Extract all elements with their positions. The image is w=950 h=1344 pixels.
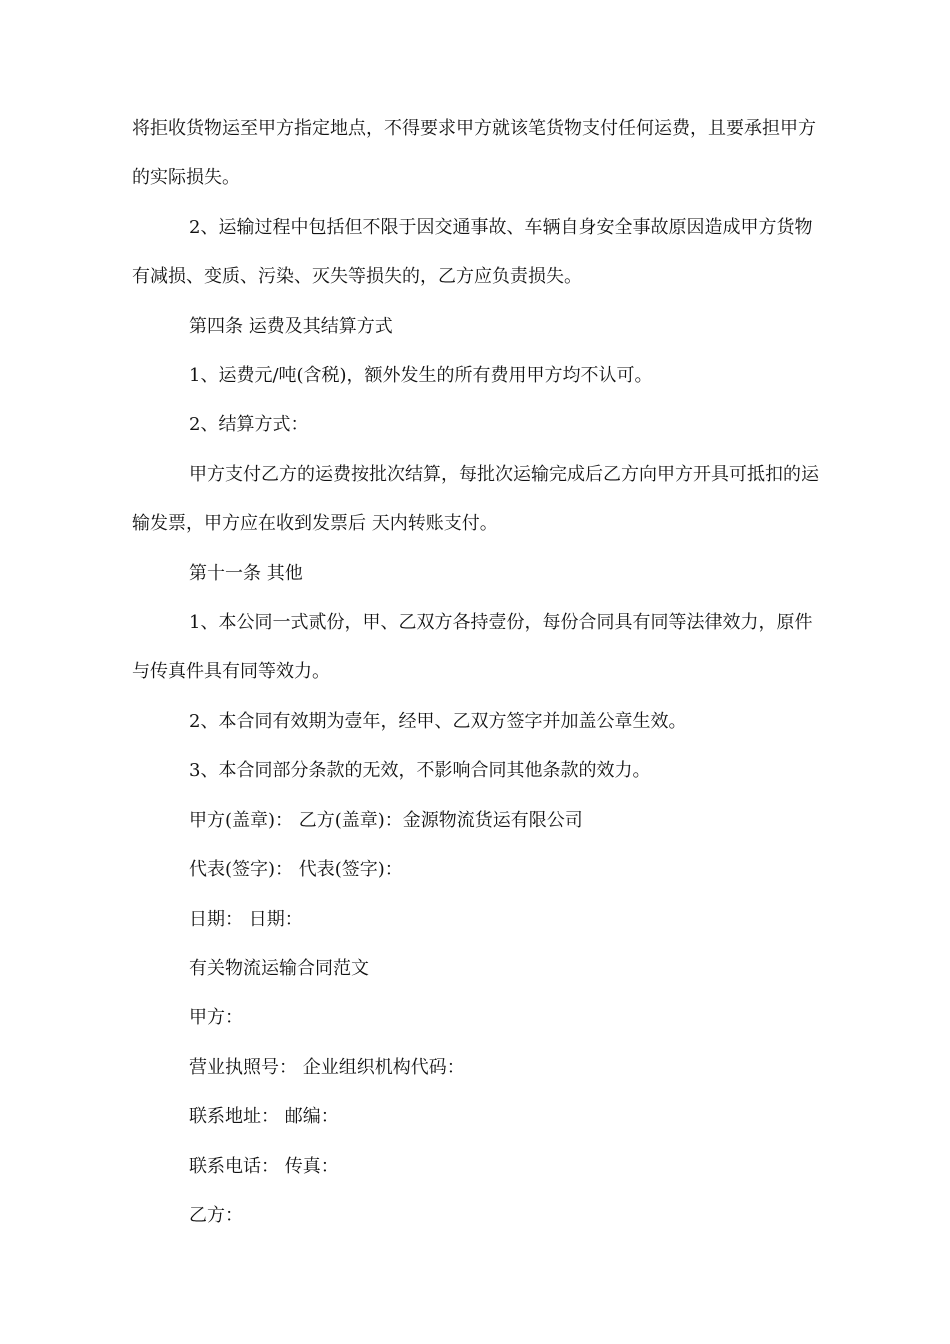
paragraph-copies: 1、本公同一式贰份，甲、乙双方各持壹份，每份合同具有同等法律效力，原件与传真件具有同等效力。 bbox=[132, 612, 813, 683]
heading-article-4: 第四条 运费及其结算方式 bbox=[189, 315, 393, 337]
contact-address-line: 联系地址： 邮编： bbox=[189, 1106, 339, 1128]
paragraph-continuation: 将拒收货物运至甲方指定地点，不得要求甲方就该笔货物支付任何运费，且要承担甲方的实际损失。 bbox=[132, 118, 816, 189]
paragraph-settlement-detail: 甲方支付乙方的运费按批次结算，每批次运输完成后乙方向甲方开具可抵扣的运输发票，甲方应在收到发票后 天内转账支付。 bbox=[132, 463, 819, 535]
paragraph-clause-2-loss: 2、运输过程中包括但不限于因交通事故、车辆自身安全事故原因造成甲方货物有减损、变质、污染、灭失等损失的，乙方应负责损失。 bbox=[132, 216, 813, 288]
contact-phone-line: 联系电话： 传真： bbox=[189, 1155, 339, 1177]
signature-representative-line: 代表(签字)： 代表(签字)： bbox=[189, 859, 403, 881]
document-body bbox=[132, 104, 822, 1240]
paragraph-severability: 3、本合同部分条款的无效，不影响合同其他条款的效力。 bbox=[189, 760, 651, 782]
paragraph-freight-rate: 1、运费元/吨(含税)，额外发生的所有费用甲方均不认可。 bbox=[189, 365, 653, 387]
paragraph-settlement-method: 2、结算方式： bbox=[189, 414, 309, 436]
heading-article-11: 第十一条 其他 bbox=[189, 562, 303, 584]
paragraph-validity: 2、本合同有效期为壹年，经甲、乙双方签字并加盖公章生效。 bbox=[189, 710, 687, 732]
party-a-label: 甲方： bbox=[189, 1007, 243, 1029]
business-license-line: 营业执照号： 企业组织机构代码： bbox=[189, 1056, 465, 1078]
section-title-sample-contract: 有关物流运输合同范文 bbox=[189, 957, 369, 979]
signature-date-line: 日期： 日期： bbox=[189, 908, 303, 930]
party-b-label: 乙方： bbox=[189, 1204, 243, 1226]
signature-seal-line: 甲方(盖章)： 乙方(盖章)：金源物流货运有限公司 bbox=[189, 809, 583, 831]
